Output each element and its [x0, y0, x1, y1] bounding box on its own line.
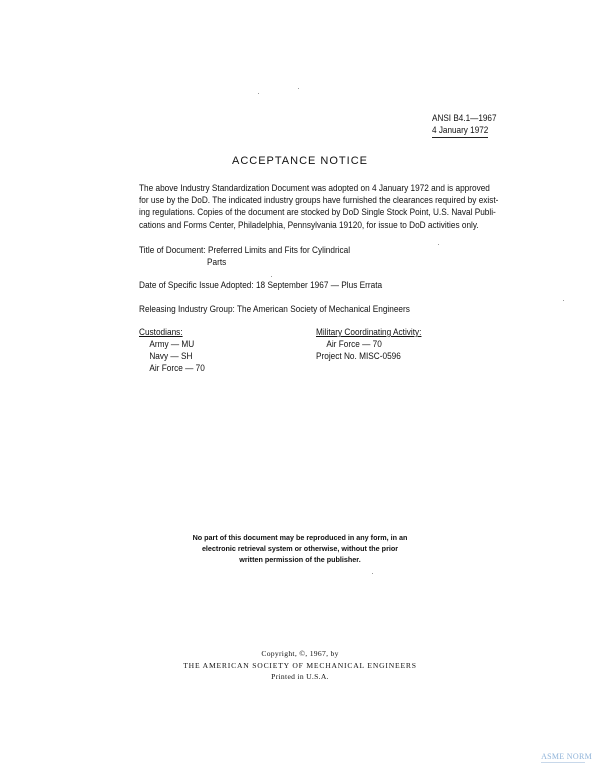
- paragraph-line: cations and Forms Center, Philadelphia, Pennsylvania 19120, for issue to DoD activities only.: [139, 219, 479, 231]
- document-title-label: Title of Document:: [139, 245, 206, 256]
- military-coordinating-item: Air Force — 70: [326, 339, 382, 350]
- header-rule: [432, 137, 488, 138]
- watermark-underline: [541, 762, 585, 763]
- notice-line: No part of this document may be reproduced in any form, in an: [192, 533, 408, 542]
- custodians-heading: Custodians:: [139, 327, 183, 338]
- paragraph-line: ing regulations. Copies of the document are stocked by DoD Single Stock Point, U.S. Naval Publi-: [139, 207, 496, 219]
- releasing-group-value: The American Society of Mechanical Engineers: [236, 304, 410, 315]
- document-title-row: [139, 245, 350, 257]
- reproduction-notice: [0, 532, 600, 565]
- scan-speck: [438, 244, 439, 245]
- standard-designation: ANSI B4.1—1967: [432, 113, 497, 124]
- scan-speck: [298, 88, 299, 89]
- issue-date-row: [139, 280, 382, 292]
- adoption-date: 4 January 1972: [432, 125, 489, 136]
- military-coordinating-heading: Military Coordinating Activity:: [316, 327, 422, 338]
- releasing-group-row: [139, 304, 410, 316]
- printed-in: Printed in U.S.A.: [271, 672, 329, 681]
- copyright-block: [0, 648, 600, 683]
- watermark-text: ASME NORM: [541, 752, 592, 761]
- custodian-item: Navy — SH: [149, 351, 193, 362]
- notice-line: written permission of the publisher.: [239, 555, 361, 564]
- document-title-continuation: Parts: [207, 257, 227, 268]
- scan-speck: [258, 93, 259, 94]
- custodians-block: [139, 327, 216, 375]
- page-title: ACCEPTANCE NOTICE: [232, 155, 368, 167]
- body-paragraph: [139, 183, 549, 232]
- paragraph-line: for use by the DoD. The indicated industry groups have furnished the clearances required by exist-: [139, 195, 499, 207]
- paragraph-line: The above Industry Standardization Document was adopted on 4 January 1972 and is approved: [139, 183, 490, 194]
- custodian-item: Air Force — 70: [149, 363, 205, 374]
- releasing-group-label: Releasing Industry Group:: [139, 304, 235, 315]
- scan-speck: [271, 276, 272, 277]
- copyright-line: Copyright, ©, 1967, by: [261, 649, 339, 658]
- issue-date-label: Date of Specific Issue Adopted:: [139, 280, 254, 291]
- document-title-value: Preferred Limits and Fits for Cylindrical: [207, 245, 351, 256]
- scan-speck: [563, 300, 564, 301]
- military-coordinating-block: [316, 327, 439, 363]
- scan-speck: [372, 573, 373, 574]
- project-number: Project No. MISC-0596: [316, 351, 401, 362]
- issue-date-value: 18 September 1967 — Plus Errata: [255, 280, 383, 291]
- publisher-name: THE AMERICAN SOCIETY OF MECHANICAL ENGINEERS: [183, 660, 417, 670]
- custodian-item: Army — MU: [149, 339, 195, 350]
- standard-designation-block: [432, 113, 507, 137]
- watermark-logo: [541, 752, 592, 763]
- notice-line: electronic retrieval system or otherwise, without the prior: [201, 544, 399, 553]
